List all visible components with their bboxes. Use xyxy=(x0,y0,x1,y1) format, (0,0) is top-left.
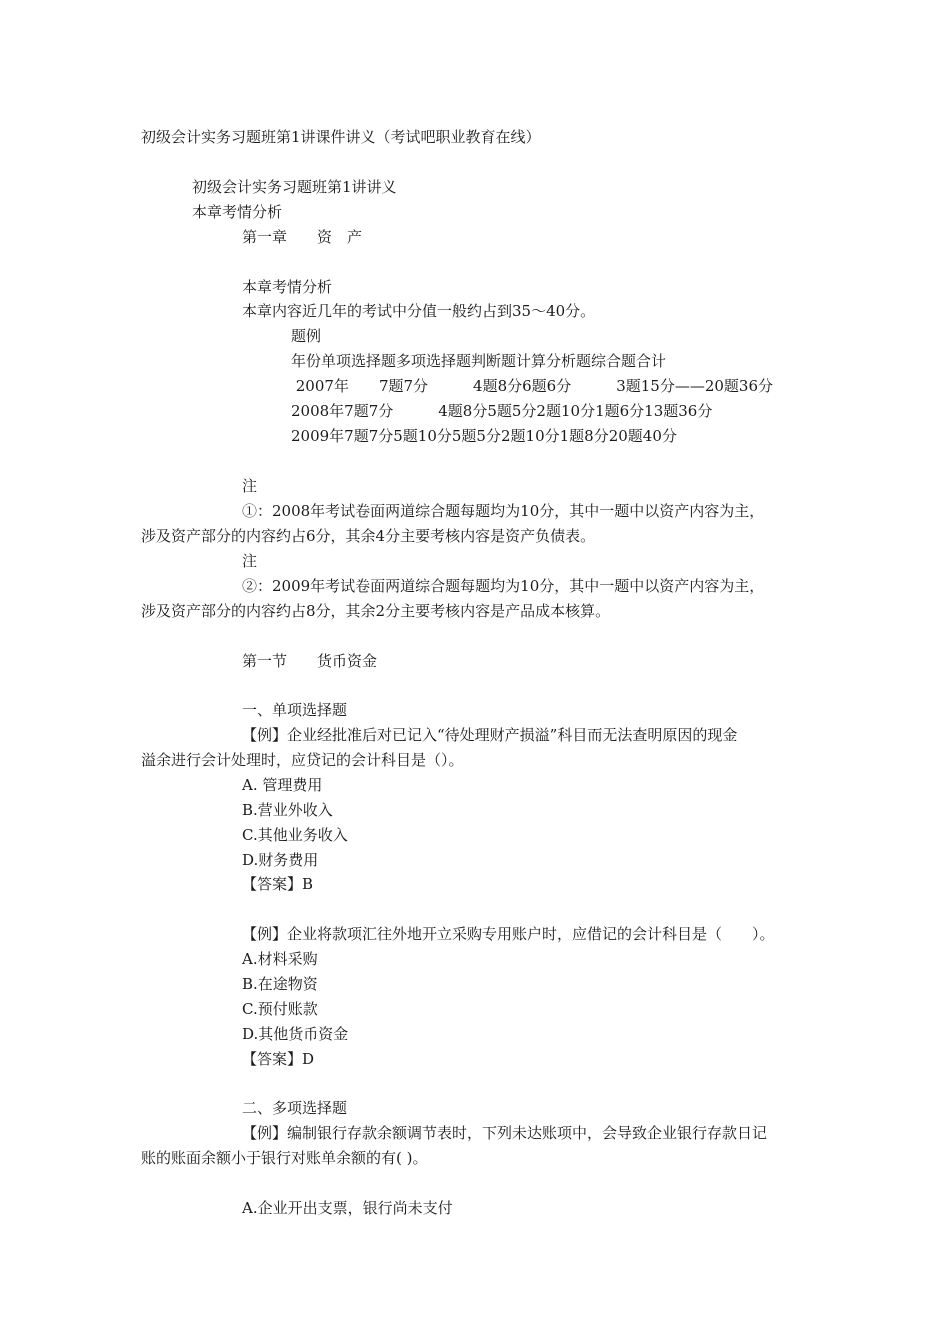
note-text: 涉及资产部分的内容约占6分，其余4分主要考核内容是资产负债表。 xyxy=(141,527,596,545)
option-c: C.预付账款 xyxy=(242,1000,318,1018)
analysis-heading: 本章考情分析 xyxy=(242,278,333,296)
table-row: 2009年7题7分5题10分5题5分2题10分1题8分20题40分 xyxy=(291,427,677,445)
chapter-heading: 第一章 资 产 xyxy=(242,228,363,246)
single-choice-heading: 一、单项选择题 xyxy=(242,701,348,719)
note-text: 涉及资产部分的内容约占8分，其余2分主要考核内容是产品成本核算。 xyxy=(141,602,611,620)
table-row: 2007年 7题7分 4题8分6题6分 3题15分——20题36分 xyxy=(291,377,774,395)
question-text: 账的账面余额小于银行对账单余额的有( )。 xyxy=(141,1149,428,1167)
option-a: A.企业开出支票，银行尚未支付 xyxy=(242,1199,453,1217)
analysis-intro: 本章内容近几年的考试中分值一般约占到35～40分。 xyxy=(242,302,596,320)
multi-choice-heading: 二、多项选择题 xyxy=(242,1099,348,1117)
option-d: D.其他货币资金 xyxy=(242,1025,349,1043)
answer-text: 【答案】B xyxy=(242,875,314,893)
option-b: B.营业外收入 xyxy=(242,801,333,819)
question-text: 【例】企业将款项汇往外地开立采购专用账户时，应借记的会计科目是（ ）。 xyxy=(242,925,775,943)
chapter-analysis-heading: 本章考情分析 xyxy=(192,203,283,221)
lecture-title: 初级会计实务习题班第1讲讲义 xyxy=(192,178,397,196)
table-caption: 题例 xyxy=(291,327,322,345)
document-title: 初级会计实务习题班第1讲课件讲义（考试吧职业教育在线） xyxy=(141,128,541,146)
table-header: 年份单项选择题多项选择题判断题计算分析题综合题合计 xyxy=(291,352,667,370)
answer-text: 【答案】D xyxy=(242,1050,315,1068)
section-heading: 第一节 货币资金 xyxy=(242,652,378,670)
note-label: 注 xyxy=(242,477,258,495)
note-label: 注 xyxy=(242,552,258,570)
note-text: ①：2008年考试卷面两道综合题每题均为10分，其中一题中以资产内容为主， xyxy=(242,502,765,520)
option-b: B.在途物资 xyxy=(242,975,318,993)
table-row: 2008年7题7分 4题8分5题5分2题10分1题6分13题36分 xyxy=(291,402,713,420)
option-d: D.财务费用 xyxy=(242,851,319,869)
question-text: 【例】编制银行存款余额调节表时，下列未达账项中，会导致企业银行存款日记 xyxy=(242,1124,768,1142)
note-text: ②：2009年考试卷面两道综合题每题均为10分，其中一题中以资产内容为主， xyxy=(242,577,765,595)
option-a: A. 管理费用 xyxy=(242,776,323,794)
question-text: 溢余进行会计处理时，应贷记的会计科目是（）。 xyxy=(141,751,464,769)
question-text: 【例】企业经批准后对已记入“待处理财产损溢”科目而无法查明原因的现金 xyxy=(242,726,738,744)
option-a: A.材料采购 xyxy=(242,950,318,968)
option-c: C.其他业务收入 xyxy=(242,826,348,844)
